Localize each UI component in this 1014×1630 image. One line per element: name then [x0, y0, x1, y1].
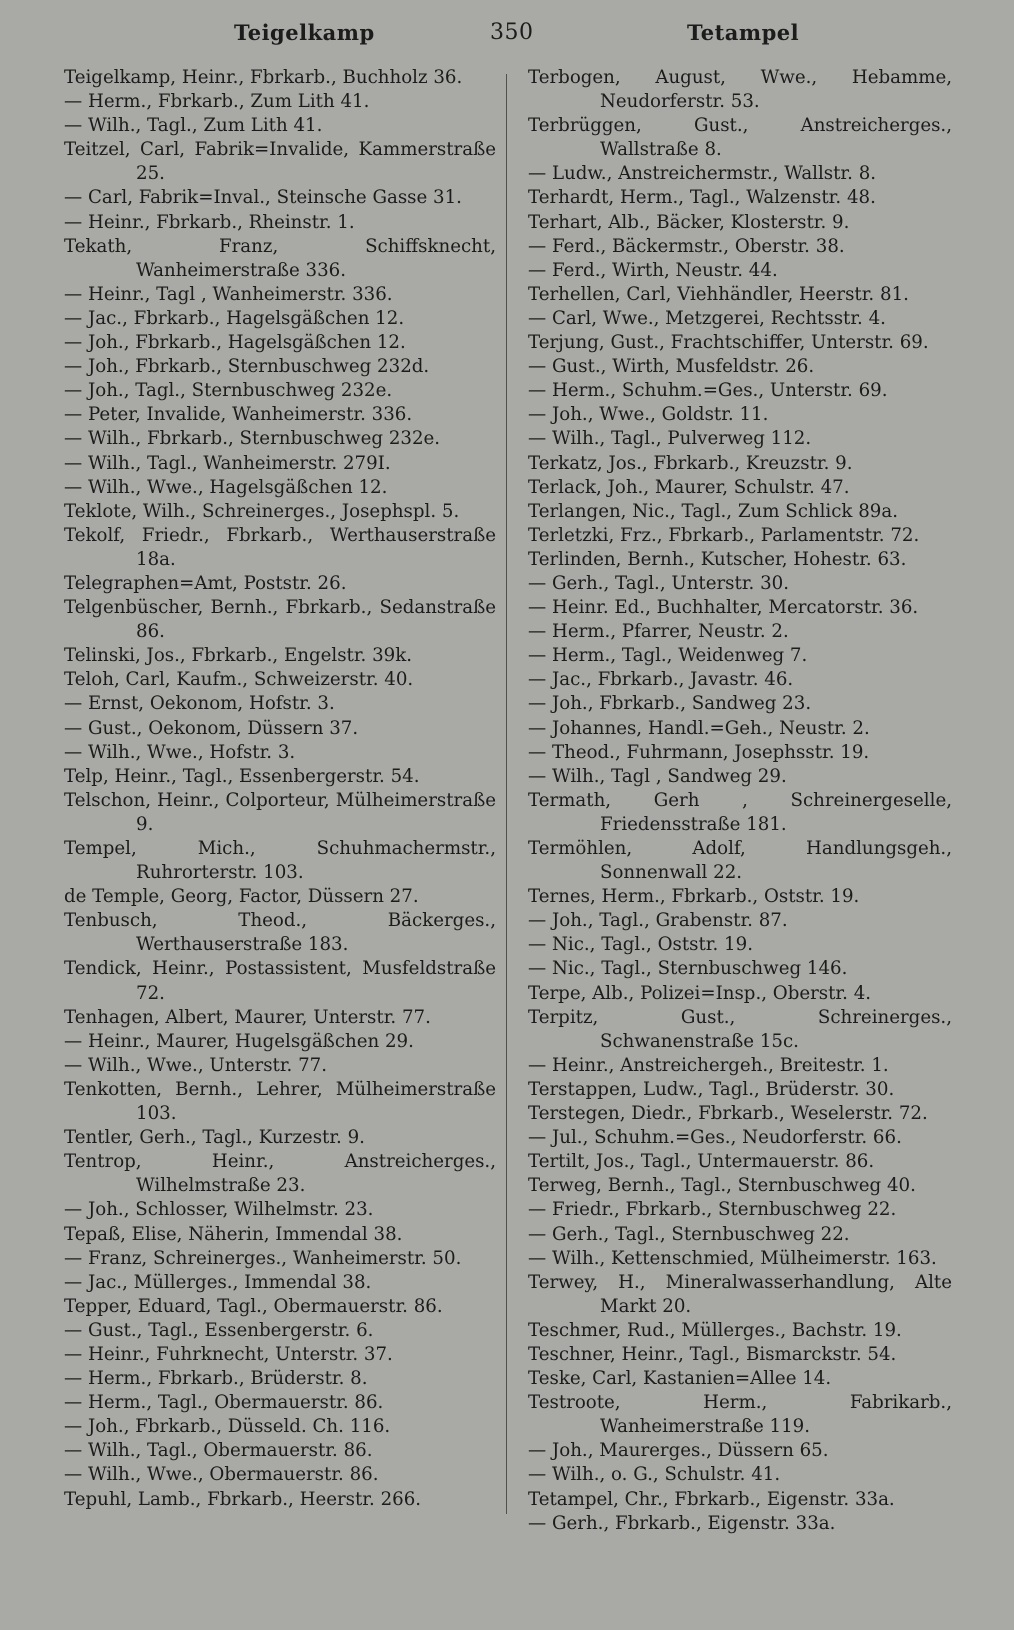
directory-entry: — Gust., Wirth, Musfeldstr. 26.	[528, 356, 815, 378]
directory-entry: Terpitz, Gust., Schreinerges., Schwanenstraße 15c.	[528, 1006, 952, 1052]
directory-entry: Telinski, Jos., Fbrkarb., Engelstr. 39k.	[64, 645, 413, 667]
directory-entry: — Heinr., Tagl , Wanheimerstr. 336.	[64, 283, 393, 305]
directory-entry: — Wilh., Kettenschmied, Mülheimerstr. 163.	[528, 1247, 937, 1269]
directory-entry: — Herm., Pfarrer, Neustr. 2.	[528, 621, 789, 643]
directory-entry: Terstappen, Ludw., Tagl., Brüderstr. 30.	[528, 1078, 895, 1100]
directory-entry: Tenkotten, Bernh., Lehrer, Mülheimerstraße 103.	[64, 1078, 496, 1125]
directory-entry: Ternes, Herm., Fbrkarb., Oststr. 19.	[528, 886, 860, 908]
directory-entry: Terbogen, August, Wwe., Hebamme, Neudorferstr. 53.	[528, 67, 952, 113]
directory-entry: — Heinr. Ed., Buchhalter, Mercatorstr. 36.	[528, 597, 919, 619]
directory-entry: Teske, Carl, Kastanien=Allee 14.	[528, 1368, 832, 1390]
directory-entry: Terweg, Bernh., Tagl., Sternbuschweg 40.	[528, 1175, 916, 1197]
directory-entry: — Ludw., Anstreichermstr., Wallstr. 8.	[528, 163, 877, 185]
page-number: 350	[490, 20, 534, 45]
directory-entry: — Wilh., Wwe., Hagelsgäßchen 12.	[64, 476, 388, 498]
directory-entry: Terbrüggen, Gust., Anstreicherges., Wallstraße 8.	[528, 115, 952, 161]
directory-entry: — Theod., Fuhrmann, Josephsstr. 19.	[528, 741, 870, 763]
directory-entry: Tepuhl, Lamb., Fbrkarb., Heerstr. 266.	[64, 1488, 422, 1510]
directory-entry: — Wilh., Tagl., Obermauerstr. 86.	[64, 1440, 373, 1462]
directory-entry: — Wilh., Fbrkarb., Sternbuschweg 232e.	[64, 428, 441, 450]
page-header	[0, 20, 1014, 56]
directory-entry: — Wilh., Tagl., Wanheimerstr. 279I.	[64, 452, 391, 474]
directory-entry: — Wilh., Tagl , Sandweg 29.	[528, 765, 787, 787]
directory-entry: — Joh., Tagl., Grabenstr. 87.	[528, 910, 788, 932]
directory-entry: Tendick, Heinr., Postassistent, Musfeldstraße 72.	[64, 958, 496, 1004]
directory-entry: — Joh., Tagl., Sternbuschweg 232e.	[64, 380, 393, 402]
left-column	[64, 66, 496, 1512]
directory-entry: Teloh, Carl, Kaufm., Schweizerstr. 40.	[64, 669, 414, 691]
directory-entry: — Nic., Tagl., Oststr. 19.	[528, 934, 753, 956]
directory-entry: Tekath, Franz, Schiffsknecht, Wanheimerstraße 336.	[64, 235, 496, 281]
directory-entry: — Heinr., Fuhrknecht, Unterstr. 37.	[64, 1343, 393, 1365]
directory-entry: Telp, Heinr., Tagl., Essenbergerstr. 54.	[64, 765, 420, 787]
directory-entry: Terletzki, Frz., Fbrkarb., Parlamentstr. 72.	[528, 524, 920, 546]
directory-entry: Teschmer, Rud., Müllerges., Bachstr. 19.	[528, 1319, 902, 1341]
directory-entry: Teklote, Wilh., Schreinerges., Josephspl. 5.	[64, 500, 460, 522]
directory-entry: — Gust., Oekonom, Düssern 37.	[64, 717, 359, 739]
directory-entry: — Heinr., Anstreichergeh., Breitestr. 1.	[528, 1054, 889, 1076]
header-right-keyword: Tetampel	[687, 20, 800, 45]
directory-entry: — Wilh., Tagl., Zum Lith 41.	[64, 115, 323, 137]
directory-entry: Terlinden, Bernh., Kutscher, Hohestr. 63.	[528, 548, 907, 570]
directory-entry: — Jac., Fbrkarb., Javastr. 46.	[528, 669, 794, 691]
directory-entry: — Peter, Invalide, Wanheimerstr. 336.	[64, 404, 413, 426]
directory-entry: Terhardt, Herm., Tagl., Walzenstr. 48.	[528, 187, 876, 209]
directory-entry: — Wilh., o. G., Schulstr. 41.	[528, 1464, 781, 1486]
directory-entry: Telgenbüscher, Bernh., Fbrkarb., Sedanstraße 86.	[64, 597, 496, 643]
directory-entry: Testroote, Herm., Fabrikarb., Wanheimerstraße 119.	[528, 1392, 952, 1438]
directory-entry: Terkatz, Jos., Fbrkarb., Kreuzstr. 9.	[528, 452, 853, 474]
directory-entry: — Gust., Tagl., Essenbergerstr. 6.	[64, 1319, 374, 1341]
directory-entry: — Gerh., Tagl., Unterstr. 30.	[528, 572, 790, 594]
directory-entry: — Johannes, Handl.=Geh., Neustr. 2.	[528, 717, 870, 739]
directory-entry: — Jac., Fbrkarb., Hagelsgäßchen 12.	[64, 307, 405, 329]
directory-entry: de Temple, Georg, Factor, Düssern 27.	[64, 886, 419, 908]
directory-entry: — Carl, Fabrik=Inval., Steinsche Gasse 31.	[64, 187, 462, 209]
directory-entry: — Nic., Tagl., Sternbuschweg 146.	[528, 958, 848, 980]
directory-entry: — Joh., Fbrkarb., Sandweg 23.	[528, 693, 812, 715]
directory-entry: — Joh., Wwe., Goldstr. 11.	[528, 404, 769, 426]
directory-entry: Termöhlen, Adolf, Handlungsgeh., Sonnenwall 22.	[528, 838, 952, 884]
directory-entry: — Wilh., Wwe., Obermauerstr. 86.	[64, 1464, 379, 1486]
directory-entry: — Carl, Wwe., Metzgerei, Rechtsstr. 4.	[528, 307, 886, 329]
directory-entry: — Franz, Schreinerges., Wanheimerstr. 50.	[64, 1247, 462, 1269]
directory-entry: — Wilh., Wwe., Unterstr. 77.	[64, 1054, 328, 1076]
directory-entry: Tempel, Mich., Schuhmachermstr., Ruhrorterstr. 103.	[64, 838, 496, 884]
directory-entry: Tertilt, Jos., Tagl., Untermauerstr. 86.	[528, 1151, 875, 1173]
column-divider	[506, 74, 507, 1514]
directory-entry: — Herm., Fbrkarb., Zum Lith 41.	[64, 91, 370, 113]
directory-entry: — Gerh., Fbrkarb., Eigenstr. 33a.	[528, 1512, 836, 1534]
directory-entry: — Joh., Schlosser, Wilhelmstr. 23.	[64, 1199, 374, 1221]
directory-entry: Tetampel, Chr., Fbrkarb., Eigenstr. 33a.	[528, 1488, 895, 1510]
directory-entry: — Gerh., Tagl., Sternbuschweg 22.	[528, 1223, 850, 1245]
directory-entry: Tentrop, Heinr., Anstreicherges., Wilhelmstraße 23.	[64, 1151, 496, 1197]
directory-entry: Terlangen, Nic., Tagl., Zum Schlick 89a.	[528, 500, 898, 522]
directory-entry: Tenbusch, Theod., Bäckerges., Werthauserstraße 183.	[64, 910, 496, 956]
directory-entry: — Friedr., Fbrkarb., Sternbuschweg 22.	[528, 1199, 897, 1221]
directory-entry: Teitzel, Carl, Fabrik=Invalide, Kammerstraße 25.	[64, 139, 496, 185]
directory-entry: Tenhagen, Albert, Maurer, Unterstr. 77.	[64, 1006, 431, 1028]
directory-entry: — Heinr., Maurer, Hugelsgäßchen 29.	[64, 1030, 414, 1052]
directory-entry: — Jul., Schuhm.=Ges., Neudorferstr. 66.	[528, 1127, 902, 1149]
directory-entry: — Ferd., Bäckermstr., Oberstr. 38.	[528, 235, 845, 257]
directory-entry: Teigelkamp, Heinr., Fbrkarb., Buchholz 36.	[64, 67, 463, 88]
directory-entry: — Joh., Fbrkarb., Hagelsgäßchen 12.	[64, 332, 406, 354]
directory-entry: Terstegen, Diedr., Fbrkarb., Weselerstr. 72.	[528, 1103, 928, 1125]
directory-entry: Termath, Gerh , Schreinergeselle, Friedensstraße 181.	[528, 789, 952, 835]
directory-entry: — Heinr., Fbrkarb., Rheinstr. 1.	[64, 211, 355, 233]
directory-entry: Terlack, Joh., Maurer, Schulstr. 47.	[528, 476, 850, 498]
directory-entry: — Ernst, Oekonom, Hofstr. 3.	[64, 693, 335, 715]
directory-entry: — Herm., Tagl., Obermauerstr. 86.	[64, 1392, 384, 1414]
directory-entry: — Wilh., Wwe., Hofstr. 3.	[64, 741, 296, 763]
directory-entry: — Ferd., Wirth, Neustr. 44.	[528, 259, 778, 281]
directory-entry: — Joh., Fbrkarb., Düsseld. Ch. 116.	[64, 1416, 391, 1438]
directory-entry: Terjung, Gust., Frachtschiffer, Unterstr. 69.	[528, 332, 929, 354]
directory-entry: — Joh., Fbrkarb., Sternbuschweg 232d.	[64, 356, 430, 378]
directory-entry: Tentler, Gerh., Tagl., Kurzestr. 9.	[64, 1127, 365, 1149]
directory-entry: Teschner, Heinr., Tagl., Bismarckstr. 54.	[528, 1343, 897, 1365]
directory-entry: Telschon, Heinr., Colporteur, Mülheimerstraße 9.	[64, 789, 496, 835]
directory-entry: Terpe, Alb., Polizei=Insp., Oberstr. 4.	[528, 982, 872, 1004]
directory-entry: Terwey, H., Mineralwasserhandlung, Alte Markt 20.	[528, 1271, 952, 1317]
directory-entry: — Herm., Schuhm.=Ges., Unterstr. 69.	[528, 380, 888, 402]
header-left-keyword: Teigelkamp	[234, 20, 375, 45]
directory-entry: Tekolf, Friedr., Fbrkarb., Werthauserstraße 18a.	[64, 524, 496, 570]
directory-entry: Terhart, Alb., Bäcker, Klosterstr. 9.	[528, 211, 850, 233]
directory-entry: — Herm., Fbrkarb., Brüderstr. 8.	[64, 1368, 368, 1390]
right-column	[528, 66, 952, 1536]
directory-entry: — Joh., Maurerges., Düssern 65.	[528, 1440, 829, 1462]
directory-entry: — Herm., Tagl., Weidenweg 7.	[528, 645, 808, 667]
directory-entry: — Wilh., Tagl., Pulverweg 112.	[528, 428, 812, 450]
directory-entry: — Jac., Müllerges., Immendal 38.	[64, 1271, 372, 1293]
directory-entry: Tepper, Eduard, Tagl., Obermauerstr. 86.	[64, 1295, 443, 1317]
directory-entry: Tepaß, Elise, Näherin, Immendal 38.	[64, 1223, 403, 1245]
directory-entry: Terhellen, Carl, Viehhändler, Heerstr. 81.	[528, 283, 909, 305]
directory-entry: Telegraphen=Amt, Poststr. 26.	[64, 572, 347, 594]
